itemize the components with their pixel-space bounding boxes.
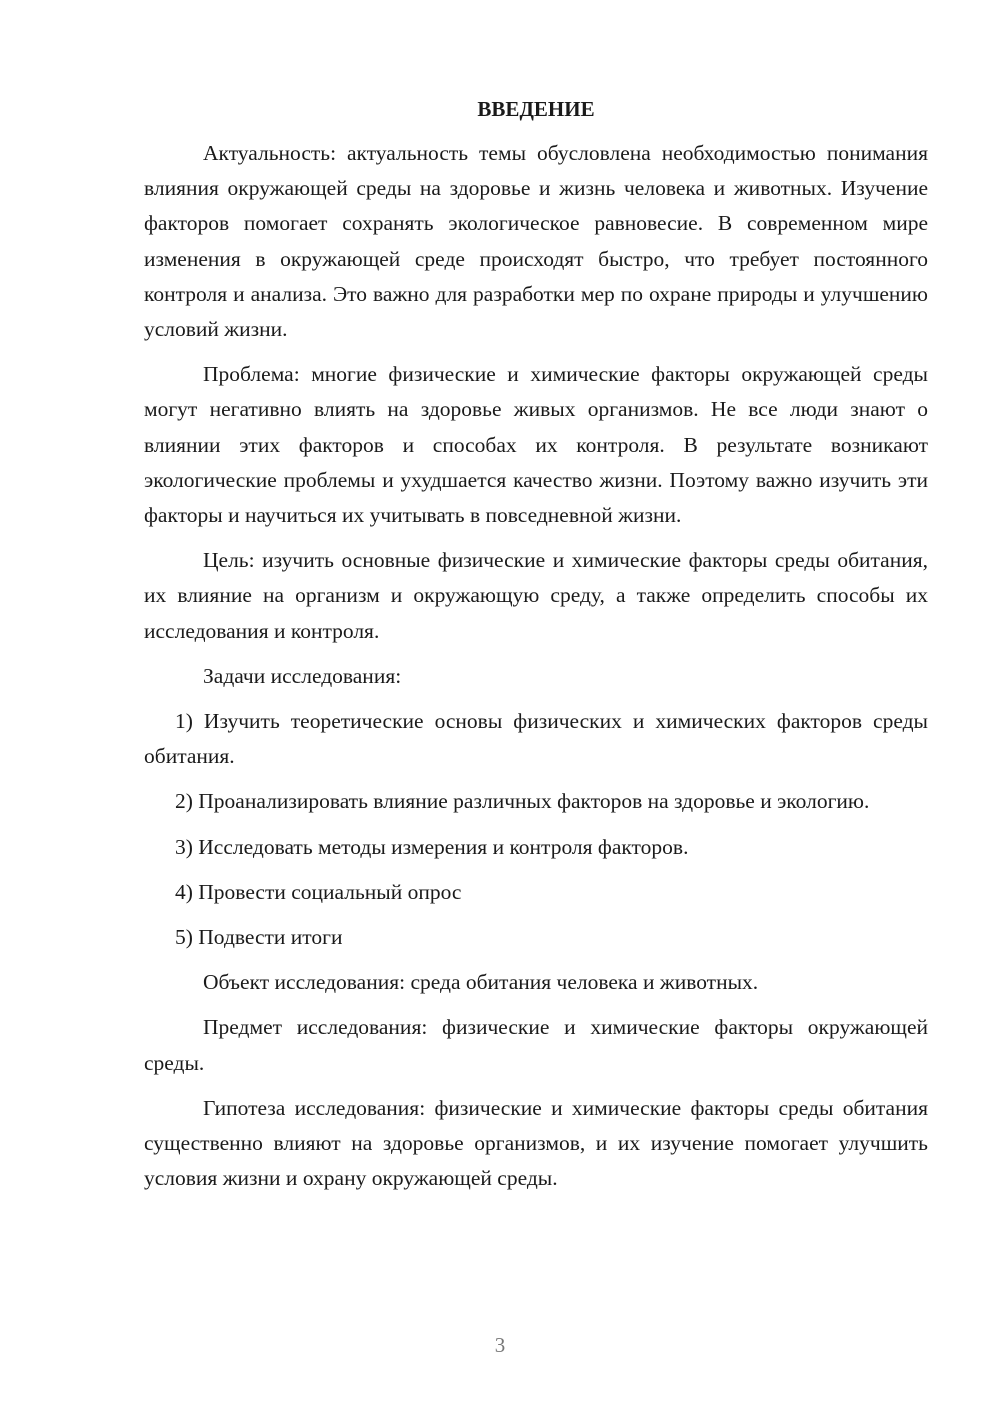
tasks-heading: Задачи исследования: — [203, 663, 402, 688]
paragraph-subject: Предмет исследования: физические и химические факторы окружающей среды. — [144, 1015, 928, 1075]
paragraph-hypothesis: Гипотеза исследования: физические и химические факторы среды обитания существенно влияют на здоровье организмов, и их изучение помогает улучшить условия жизни и охрану окружающей среды. — [144, 1095, 928, 1191]
task-item-1: 1) Изучить теоретические основы физических и химических факторов среды обитания. — [144, 709, 928, 769]
paragraph-object: Объект исследования: среда обитания человека и животных. — [203, 970, 759, 995]
document-page — [144, 92, 928, 1206]
page-title: ВВЕДЕНИЕ — [477, 97, 595, 121]
page-number: 3 — [494, 1333, 506, 1357]
task-item-4: 4) Провести социальный опрос — [175, 879, 462, 904]
task-item-2: 2) Проанализировать влияние различных факторов на здоровье и экологию. — [175, 789, 870, 814]
task-item-5: 5) Подвести итоги — [175, 925, 343, 950]
paragraph-problem: Проблема: многие физические и химические факторы окружающей среды могут негативно влиять на здоровье живых организмов. Не все люди знают о влиянии этих факторов и способах их контроля. В результате возникают экологические проблемы и ухудшается качество жизни. Поэтому важно изучить эти факторы и научиться их учитывать в повседневной жизни. — [144, 362, 928, 528]
paragraph-relevance: Актуальность: актуальность темы обусловлена необходимостью понимания влияния окружающей среды на здоровье и жизнь человека и животных. Изучение факторов помогает сохранять экологическое равновесие. В современном мире изменения в окружающей среде происходят быстро, что требует постоянного контроля и анализа. Это важно для разработки мер по охране природы и улучшению условий жизни. — [144, 141, 928, 342]
task-item-3: 3) Исследовать методы измерения и контроля факторов. — [175, 834, 689, 859]
paragraph-goal: Цель: изучить основные физические и химические факторы среды обитания, их влияние на организм и окружающую среду, а также определить способы их исследования и контроля. — [144, 548, 928, 643]
